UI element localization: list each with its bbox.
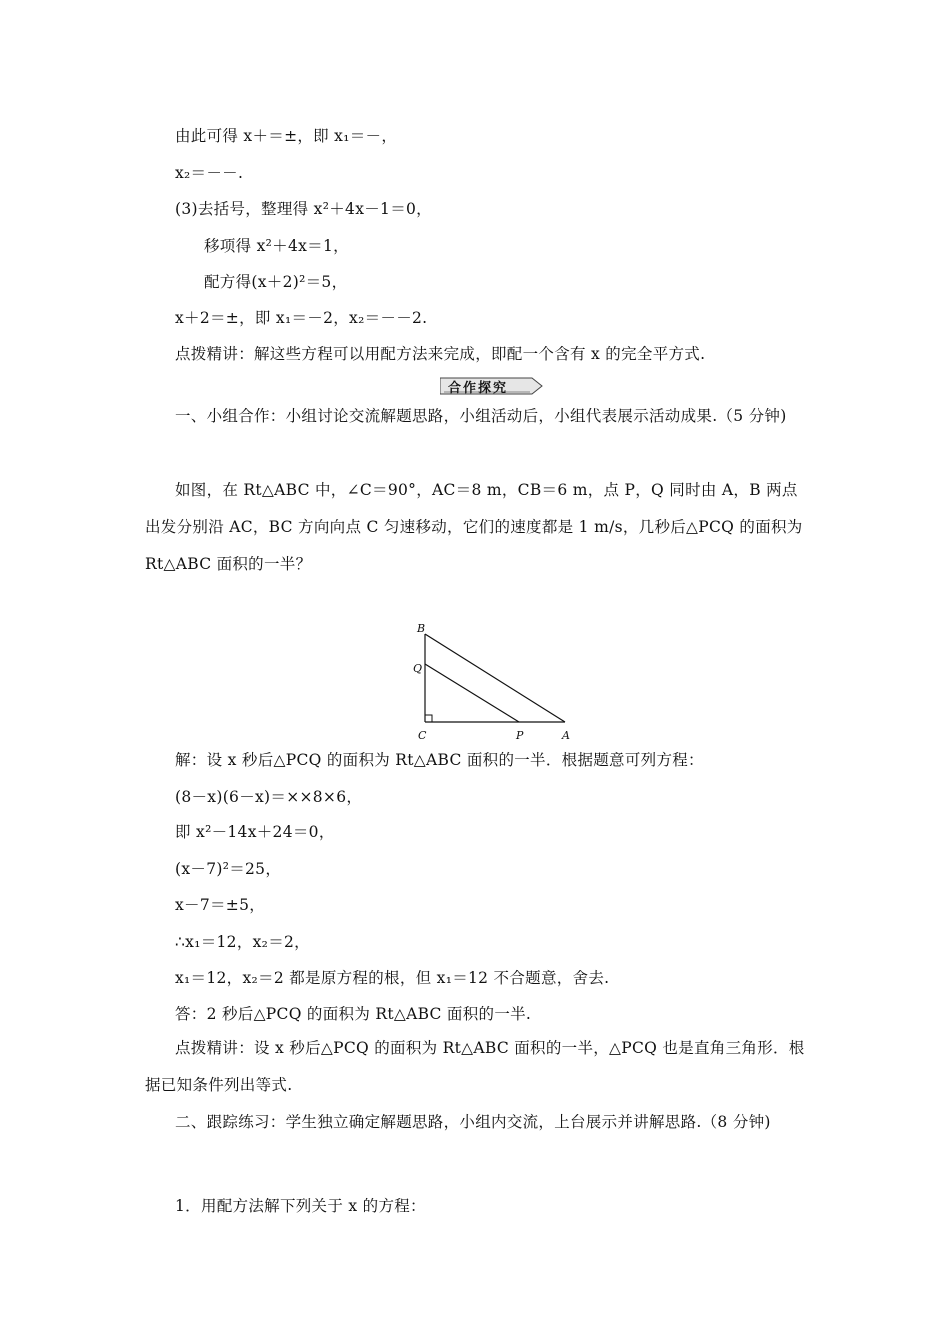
- question-1: 1．用配方法解下列关于 x 的方程：: [175, 1197, 426, 1215]
- section-badge: [440, 376, 544, 396]
- side-ab: [425, 634, 565, 722]
- triangle-figure: [408, 616, 578, 744]
- right-angle-mark: [425, 715, 432, 722]
- solution-line: (x－7)²＝25，: [175, 860, 282, 878]
- text-line: (3)去括号，整理得 x²＋4x－1＝0，: [175, 200, 432, 218]
- solution-line: x₁＝12，x₂＝2 都是原方程的根，但 x₁＝12 不合题意，舍去.: [175, 969, 610, 987]
- segment-qp: [425, 664, 519, 722]
- part1-intro: 一、小组合作：小组讨论交流解题思路，小组活动后，小组代表展示活动成果.（5 分钟): [175, 407, 787, 425]
- label-c: C: [418, 729, 427, 742]
- label-b: B: [417, 622, 426, 635]
- part2-intro: 二、跟踪练习：学生独立确定解题思路，小组内交流，上台展示并讲解思路.（8 分钟): [175, 1113, 771, 1131]
- text-line: 移项得 x²＋4x＝1，: [204, 237, 349, 255]
- problem-text: 如图，在 Rt△ABC 中，∠C＝90°，AC＝8 m，CB＝6 m，点 P，Q 同时由 A，B 两点出发分别沿 AC，BC 方向向点 C 匀速移动，它们的速度都是 1 m/s，几秒后△PCQ 的面积为 Rt△ABC 面积的一半？: [145, 481, 803, 573]
- solution-line: 解：设 x 秒后△PCQ 的面积为 Rt△ABC 面积的一半．根据题意可列方程：: [175, 751, 704, 769]
- text-line: x₂＝－－.: [175, 164, 244, 182]
- solution-tip: 点拨精讲：设 x 秒后△PCQ 的面积为 Rt△ABC 面积的一半，△PCQ 也是直角三角形．根据已知条件列出等式.: [145, 1039, 805, 1094]
- solution-line: ∴x₁＝12，x₂＝2，: [175, 933, 310, 951]
- solution-line: (8－x)(6－x)＝××8×6，: [175, 788, 363, 806]
- label-q: Q: [413, 662, 423, 675]
- label-a: A: [562, 729, 570, 742]
- text-line: 由此可得 x＋＝±，即 x₁＝－，: [175, 127, 398, 145]
- text-line: x＋2＝±，即 x₁＝－2，x₂＝－－2.: [175, 309, 428, 327]
- solution-line: 即 x²－14x＋24＝0，: [175, 823, 335, 841]
- section-badge-label: 合作探究: [448, 381, 509, 396]
- label-p: P: [516, 729, 524, 742]
- solution-line: x－7＝±5，: [175, 896, 266, 914]
- answer-text: 答：2 秒后△PCQ 的面积为 Rt△ABC 面积的一半.: [175, 1005, 532, 1023]
- text-line: 配方得(x＋2)²＝5，: [204, 273, 348, 291]
- tip-text: 点拨精讲：解这些方程可以用配方法来完成，即配一个含有 x 的完全平方式.: [175, 345, 706, 363]
